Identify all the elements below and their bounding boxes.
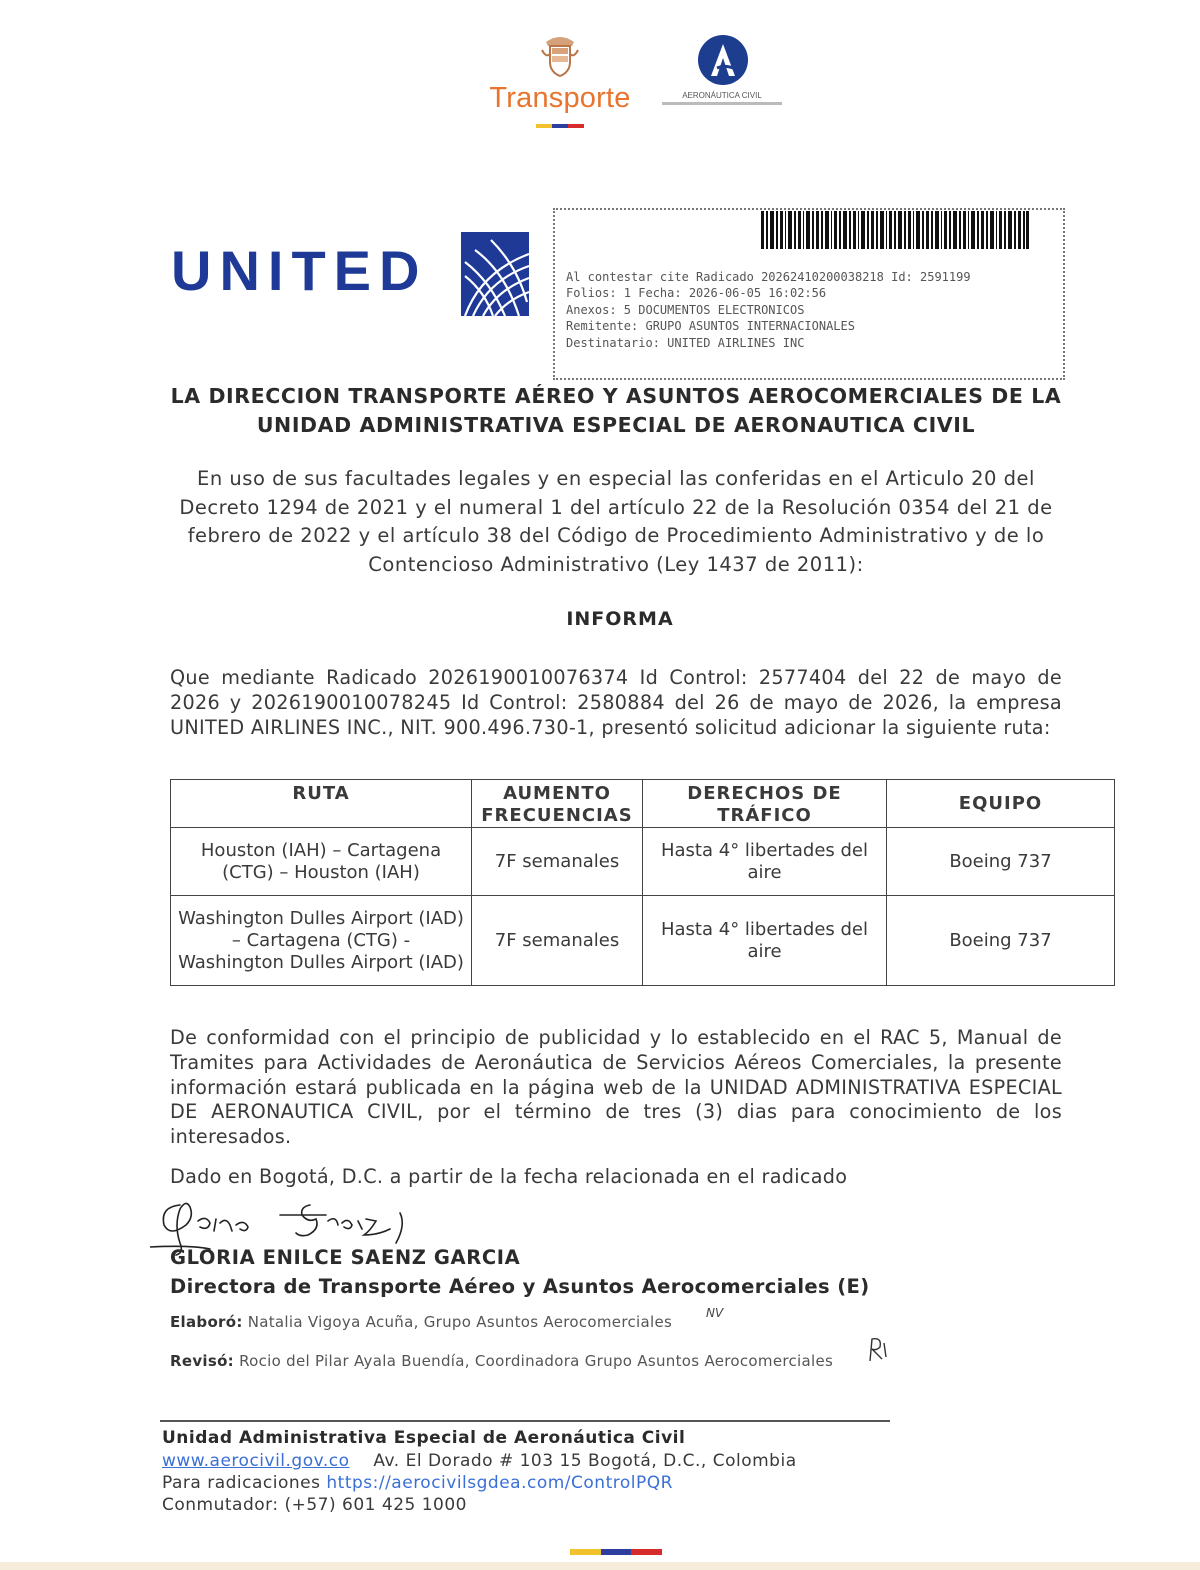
- body-paragraph-1: Que mediante Radicado 2026190010076374 Id Control: 2577404 del 22 de mayo de 2026 y 2026190010078245 Id Control: 2580884 del 26 de mayo de 2026, la empresa UNITED AIRLINES INC., NIT. 900.496.730-1, presentó solicitud adicionar la siguiente ruta:: [170, 666, 1062, 739]
- table-header-equipo: EQUIPO: [887, 780, 1115, 828]
- colombia-flag-stripe: [536, 124, 584, 128]
- reviso-text: Rocio del Pilar Ayala Buendía, Coordinadora Grupo Asuntos Aerocomerciales: [239, 1352, 834, 1370]
- table-cell: 7F semanales: [472, 828, 643, 896]
- table-header-ruta: RUTA: [171, 780, 472, 828]
- website-link[interactable]: www.aerocivil.gov.co: [162, 1451, 350, 1471]
- page-bottom-band: [0, 1562, 1200, 1570]
- footer-phone: Conmutador: (+57) 601 425 1000: [162, 1495, 467, 1515]
- table-cell: Hasta 4° libertades del aire: [643, 896, 887, 986]
- table-cell: Hasta 4° libertades del aire: [643, 828, 887, 896]
- footer-address: Av. El Dorado # 103 15 Bogotá, D.C., Colombia: [373, 1451, 797, 1471]
- elaboro-line: [170, 1313, 672, 1331]
- signer-name: GLORIA ENILCE SAENZ GARCIA: [170, 1246, 521, 1269]
- footer-divider: [160, 1420, 890, 1422]
- united-logo-text: UNITED: [171, 239, 428, 302]
- table-header-frecuencias: AUMENTO FRECUENCIAS: [472, 780, 643, 828]
- stamp-line: Anexos: 5 DOCUMENTOS ELECTRONICOS: [566, 302, 805, 317]
- table-cell: Boeing 737: [887, 896, 1115, 986]
- barcode: [761, 211, 1029, 249]
- aerocivil-logo-subline: [662, 102, 782, 105]
- aerocivil-logo-icon: [697, 34, 749, 86]
- intro-paragraph: En uso de sus facultades legales y en especial las conferidas en el Articulo 20 del Decreto 1294 de 2021 y el numeral 1 del artículo 22 de la Resolución 0354 del 21 de febrero de 2022 y el artículo 38 del Código de Procedimiento Administrativo y de lo Contencioso Administrativo (Ley 1437 de 2011):: [179, 467, 1053, 576]
- colombia-shield-icon: [538, 32, 582, 78]
- stamp-line: Remitente: GRUPO ASUNTOS INTERNACIONALES: [566, 319, 855, 334]
- united-globe-icon: [461, 232, 529, 316]
- footer-contact-line: [162, 1451, 797, 1471]
- document-title: [150, 382, 1082, 440]
- radicaciones-link[interactable]: https://aerocivilsgdea.com/ControlPQR: [326, 1473, 673, 1493]
- reviso-initials-mark: [862, 1333, 892, 1365]
- table-row: [171, 828, 1115, 896]
- stamp-line: Destinatario: UNITED AIRLINES INC: [566, 335, 805, 350]
- reviso-label: Revisó:: [170, 1352, 234, 1370]
- transporte-logo-text: Transporte: [489, 82, 631, 114]
- table-cell: 7F semanales: [472, 896, 643, 986]
- reviso-line: [170, 1352, 833, 1370]
- dado-line: Dado en Bogotá, D.C. a partir de la fecha relacionada en el radicado: [170, 1165, 848, 1188]
- elaboro-initials: NV: [706, 1306, 724, 1320]
- aerocivil-logo-text: AERONÁUTICA CIVIL: [682, 91, 762, 100]
- routes-table: [170, 779, 1115, 986]
- radicaciones-label: Para radicaciones: [162, 1473, 321, 1493]
- elaboro-text: Natalia Vigoya Acuña, Grupo Asuntos Aerocomerciales: [247, 1313, 673, 1331]
- radicado-stamp-text: [566, 269, 971, 351]
- body-paragraph-2: De conformidad con el principio de publicidad y lo establecido en el RAC 5, Manual de Tramites para Actividades de Aeronáutica de Servicios Aéreos Comerciales, la presente información estará publicada en la página web de la UNIDAD ADMINISTRATIVA ESPECIAL DE AERONAUTICA CIVIL, por el término de tres (3) dias para conocimiento de los interesados.: [170, 1026, 1062, 1149]
- table-cell: Boeing 737: [887, 828, 1115, 896]
- elaboro-label: Elaboró:: [170, 1313, 243, 1331]
- stamp-line: Al contestar cite Radicado 20262410200038218 Id: 2591199: [566, 270, 971, 284]
- signer-role: Directora de Transporte Aéreo y Asuntos Aerocomerciales (E): [170, 1275, 870, 1298]
- stamp-line: Folios: 1 Fecha: 2026-06-05 16:02:56: [566, 286, 827, 301]
- informa-heading: INFORMA: [566, 608, 674, 630]
- title-line: LA DIRECCION TRANSPORTE AÉREO Y ASUNTOS AEROCOMERCIALES DE LA: [170, 384, 1062, 408]
- table-cell: Houston (IAH) – Cartagena (CTG) – Houston (IAH): [171, 828, 472, 896]
- footer-org: Unidad Administrativa Especial de Aeronáutica Civil: [162, 1428, 686, 1448]
- table-header-derechos: DERECHOS DE TRÁFICO: [643, 780, 887, 828]
- footer-radicaciones-line: [162, 1473, 673, 1493]
- footer-flag-stripe: [570, 1549, 662, 1555]
- title-line: UNIDAD ADMINISTRATIVA ESPECIAL DE AERONAUTICA CIVIL: [256, 413, 976, 437]
- table-row: [171, 896, 1115, 986]
- table-cell: Washington Dulles Airport (IAD) – Cartagena (CTG) - Washington Dulles Airport (IAD): [171, 896, 472, 986]
